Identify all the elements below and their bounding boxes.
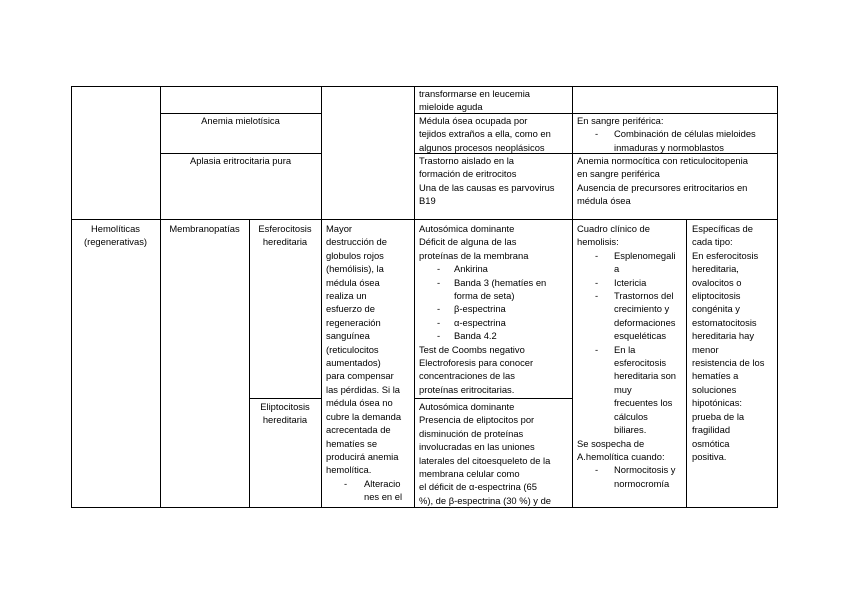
text-line: regeneración: [326, 316, 381, 328]
subgroup-membranopatias: [160, 222, 249, 235]
text-line: hemolisis:: [577, 236, 619, 248]
text-line: deformaciones: [614, 316, 676, 328]
text-line: globulos rojos: [326, 249, 384, 261]
dash-bullet: -: [344, 477, 348, 489]
text-line: involucradas en las uniones: [419, 441, 535, 453]
text-line: hereditaria: [262, 414, 308, 426]
text-line: cálculos: [614, 410, 648, 422]
bullet-item: [577, 249, 676, 276]
cause-aplasia: [419, 154, 554, 208]
text-line: laterales del citoesqueleto de la: [419, 454, 551, 466]
bullet-item: [577, 463, 676, 490]
dash-bullet: -: [595, 276, 599, 288]
text-line: (regenerativas): [83, 236, 148, 248]
text-line: Ausencia de precursores eritrocitarios en: [577, 181, 748, 193]
text-line: cada tipo:: [692, 236, 733, 248]
text-line: forma de seta): [454, 290, 515, 302]
mechanism-hemoliticas: [326, 222, 402, 504]
text-line: Se sospecha de: [577, 437, 645, 449]
col-rule: [321, 86, 322, 508]
bullet-item: [419, 302, 546, 315]
cause-esferocitosis: [419, 222, 546, 396]
text-line: médula ósea: [577, 195, 631, 207]
text-line: ovalocitos o: [692, 276, 742, 288]
col-rule: [71, 86, 72, 508]
text-line: Una de las causas es parvovirus: [419, 181, 555, 193]
dash-bullet: -: [595, 249, 599, 261]
clinic-mielotisica: [577, 114, 777, 154]
text-line: Combinación de células mieloides: [614, 128, 756, 140]
dash-bullet: -: [595, 290, 599, 302]
text-line: hematíes a: [692, 370, 739, 382]
text-line: hereditaria: [262, 236, 308, 248]
text-line: Eliptocitosis: [260, 401, 310, 412]
text-line: Hemolíticas: [91, 223, 140, 234]
text-line: estomatocitosis: [692, 316, 757, 328]
text-line: frecuentes los: [614, 397, 673, 409]
text-line: formación de eritrocitos: [419, 168, 517, 180]
text-line: Electroforesis para conocer: [419, 357, 534, 369]
text-line: hematíes se: [326, 437, 378, 449]
text-line: a: [614, 263, 620, 275]
type-esferocitosis: [249, 222, 321, 249]
text-line: Mayor: [326, 223, 353, 234]
text-line: soluciones: [692, 383, 737, 395]
text-line: menor: [692, 343, 719, 355]
text-line: médula ósea: [326, 276, 380, 288]
text-line: En sangre periférica:: [577, 115, 664, 126]
cause-mielotisica: [419, 114, 551, 154]
text-line: mieloide aguda: [419, 101, 483, 113]
bullet-item: [577, 276, 676, 289]
text-line: aumentados): [326, 357, 381, 369]
bullet-item: [577, 343, 676, 437]
text-line: normocromía: [614, 477, 670, 489]
text-line: en sangre periférica: [577, 168, 660, 180]
dash-bullet: -: [595, 343, 599, 355]
text-line: Alteracio: [364, 477, 401, 489]
text-line: membrana celular como: [419, 468, 520, 480]
specific-hemoliticas: [692, 222, 764, 463]
bullet-item: [419, 262, 546, 275]
clinic-aplasia: [577, 154, 748, 208]
text-line: hereditaria,: [692, 263, 739, 275]
text-line: sanguínea: [326, 330, 370, 342]
text-line: esferocitosis: [614, 357, 667, 369]
text-line: para compensar: [326, 370, 394, 382]
text-line: resistencia de los: [692, 357, 765, 369]
text-line: prueba de la: [692, 410, 745, 422]
dash-bullet: -: [437, 263, 441, 275]
text-line: A.hemolítica cuando:: [577, 450, 665, 462]
type-eliptocitosis: [249, 400, 321, 427]
text-line: destrucción de: [326, 236, 387, 248]
dash-bullet: -: [437, 330, 441, 342]
text-line: congénita y: [692, 303, 740, 315]
text-line: esfuerzo de: [326, 303, 375, 315]
text-line: Autosómica dominante: [419, 401, 515, 412]
col-rule: [249, 219, 250, 508]
text-line: Ictericia: [614, 276, 647, 288]
text-line: inmaduras y normoblastos: [614, 141, 724, 153]
text-line: hereditaria hay: [692, 330, 755, 342]
col-rule: [160, 86, 161, 508]
col-rule: [572, 86, 573, 508]
row-rule: [71, 219, 778, 220]
text-line: el déficit de α-espectrina (65: [419, 481, 537, 493]
text-line: Médula ósea ocupada por: [419, 115, 528, 126]
text-line: Banda 4.2: [454, 330, 497, 342]
bullet-item: [577, 289, 676, 343]
text-line: α-espectrina: [454, 316, 506, 328]
text-line: proteínas de la membrana: [419, 249, 529, 261]
text-line: nes en el: [364, 491, 403, 503]
text-line: biliares.: [614, 424, 647, 436]
text-line: cubre la demanda: [326, 410, 402, 422]
text-line: esqueléticas: [614, 330, 667, 342]
text-line: osmótica: [692, 437, 730, 449]
text-line: Presencia de eliptocitos por: [419, 414, 535, 426]
dash-bullet: -: [595, 464, 599, 476]
text-line: Específicas de: [692, 223, 753, 234]
text-line: B19: [419, 195, 436, 207]
text-line: producirá anemia: [326, 450, 399, 462]
text-line: tejidos extraños a ella, como en: [419, 128, 551, 140]
col-rule: [686, 219, 687, 508]
text-line: crecimiento y: [614, 303, 670, 315]
text-line: %), de β-espectrina (30 %) y de: [419, 494, 552, 506]
text-line: Anemia normocítica con reticulocitopenia: [577, 155, 748, 166]
bullet-item: [419, 316, 546, 329]
dash-bullet: -: [437, 316, 441, 328]
dash-bullet: -: [595, 128, 599, 140]
text-line: fragilidad: [692, 424, 731, 436]
cause-eliptocitosis: [419, 400, 551, 507]
text-line: médula ósea no: [326, 397, 393, 409]
text-line: Normocitosis y: [614, 464, 676, 476]
text-line: hipotónicas:: [692, 397, 743, 409]
text-line: β-espectrina: [454, 303, 506, 315]
bullet-item: [419, 276, 546, 303]
text-line: Banda 3 (hematíes en: [454, 276, 547, 288]
text-line: hereditaria son: [614, 370, 677, 382]
text-line: Trastornos del: [614, 290, 674, 302]
text-line: concentraciones de las: [419, 370, 515, 382]
text-line: Trastorno aislado en la: [419, 155, 515, 166]
bullet-item: [577, 127, 777, 154]
text-line: En esferocitosis: [692, 249, 759, 261]
text-line: (hemólisis), la: [326, 263, 384, 275]
text-line: Test de Coombs negativo: [419, 343, 525, 355]
text-line: algunos procesos neoplásicos: [419, 141, 545, 153]
text-line: transformarse en leucemia: [419, 88, 530, 99]
text-line: disminución de proteínas: [419, 427, 524, 439]
text-line: las pérdidas. Si la: [326, 383, 400, 395]
bullet-item: [419, 329, 546, 342]
col-rule: [414, 86, 415, 508]
text-line: Esferocitosis: [258, 223, 312, 234]
group-hemoliticas: [71, 222, 160, 249]
bullet-item: [326, 477, 402, 504]
clinic-hemoliticas: [577, 222, 676, 490]
text-line: Déficit de alguna de las: [419, 236, 517, 248]
text-line: Esplenomegali: [614, 249, 676, 261]
subgroup-label: Membranopatías: [169, 223, 240, 234]
text-line: positiva.: [692, 450, 727, 462]
text-line: (reticulocitos: [326, 343, 379, 355]
text-line: Ankirina: [454, 263, 488, 275]
text-line: acrecentada de: [326, 424, 391, 436]
text-line: Autosómica dominante: [419, 223, 515, 234]
type-label: Aplasia eritrocitaria pura: [189, 155, 292, 166]
dash-bullet: -: [437, 303, 441, 315]
row-rule: [249, 398, 321, 399]
dash-bullet: -: [437, 276, 441, 288]
text-line: En la: [614, 343, 636, 355]
text-line: proteínas eritrocitarias.: [419, 383, 515, 395]
text-line: muy: [614, 383, 632, 395]
anemia-type-mielotisica: [160, 114, 321, 127]
row-rule: [414, 398, 572, 399]
type-label: Anemia mielotísica: [201, 115, 280, 126]
text-line: Cuadro clínico de: [577, 223, 650, 234]
anemia-type-aplasia: [160, 154, 321, 167]
cause-continued: [419, 87, 530, 114]
text-line: eliptocitosis: [692, 290, 741, 302]
text-line: hemolítica.: [326, 464, 372, 476]
text-line: realiza un: [326, 290, 367, 302]
col-rule: [777, 86, 778, 508]
